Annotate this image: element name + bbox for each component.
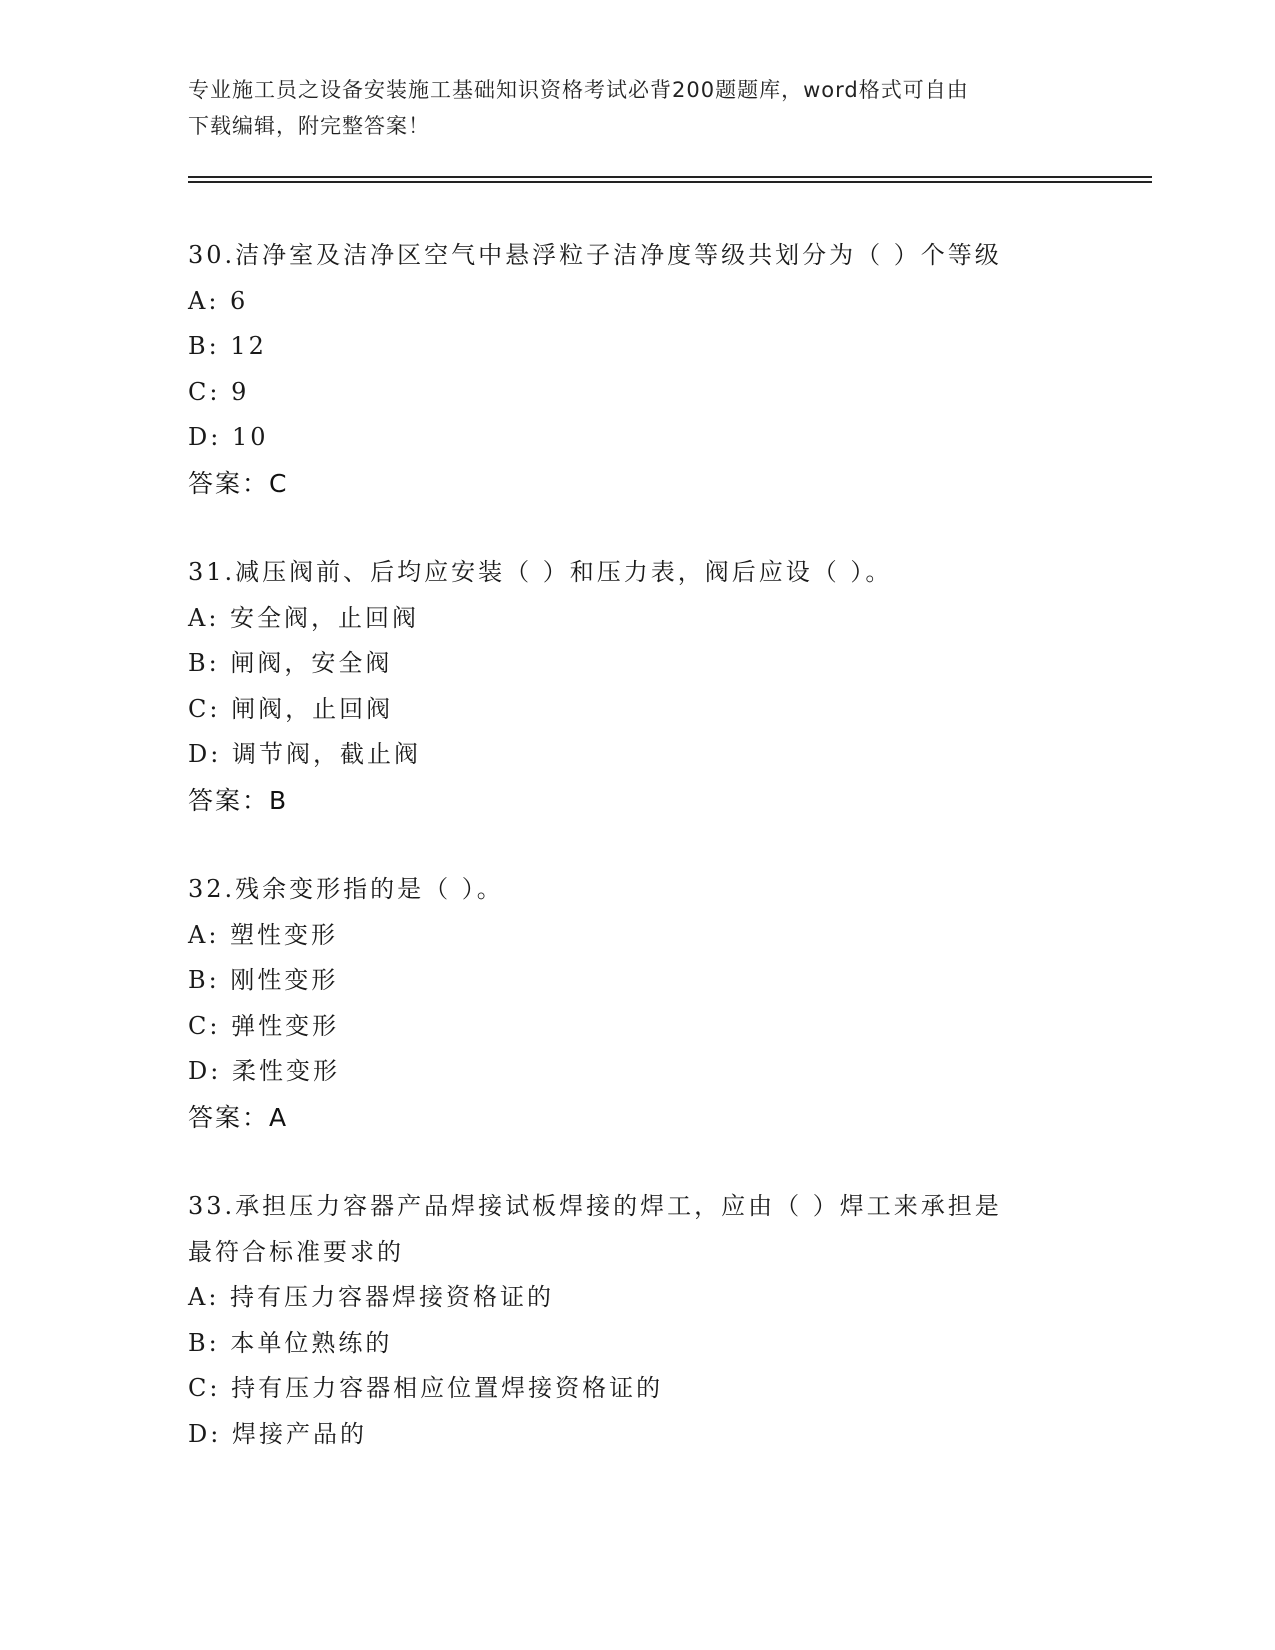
- option-d: D: 调节阀，截止阀: [188, 740, 421, 768]
- answer-label: 答案：C: [188, 468, 289, 498]
- option-c: C: 持有压力容器相应位置焊接资格证的: [188, 1374, 664, 1402]
- option-b: B: 刚性变形: [188, 966, 339, 994]
- option-d: D: 柔性变形: [188, 1057, 340, 1085]
- header-title-line2: 下载编辑，附完整答案！: [188, 114, 430, 138]
- question-30: [188, 233, 1088, 506]
- question-stem: 31.减压阀前、后均应安装（ ）和压力表，阀后应设（ ）。: [188, 558, 893, 586]
- question-stem: 32.残余变形指的是（ ）。: [188, 875, 504, 903]
- option-d: D: 10: [188, 423, 269, 451]
- option-c: C: 9: [188, 377, 250, 406]
- question-stem-line2: 最符合标准要求的: [188, 1237, 404, 1266]
- option-d: D: 焊接产品的: [188, 1419, 367, 1448]
- option-a: A: 塑性变形: [188, 920, 339, 949]
- question-31: [188, 550, 1088, 823]
- question-stem: 30.洁净室及洁净区空气中悬浮粒子洁净度等级共划分为（ ）个等级: [188, 241, 1002, 269]
- question-list: [188, 233, 1088, 1501]
- question-33: [188, 1184, 1088, 1457]
- question-stem-line1: 33.承担压力容器产品焊接试板焊接的焊工，应由（ ）焊工来承担是: [188, 1192, 1002, 1220]
- header-divider-bottom: [188, 181, 1152, 183]
- option-b: B: 闸阀，安全阀: [188, 649, 393, 677]
- option-b: B: 本单位熟练的: [188, 1328, 393, 1357]
- question-32: [188, 867, 1088, 1140]
- answer-label: 答案：B: [188, 785, 289, 815]
- option-a: A: 安全阀，止回阀: [188, 603, 420, 632]
- option-c: C: 弹性变形: [188, 1011, 340, 1040]
- option-a: A: 持有压力容器焊接资格证的: [188, 1283, 555, 1311]
- option-c: C: 闸阀，止回阀: [188, 694, 394, 723]
- answer-label: 答案：A: [188, 1102, 289, 1132]
- option-b: B: 12: [188, 332, 267, 360]
- option-a: A: 6: [188, 286, 249, 315]
- header-title-line1: 专业施工员之设备安装施工基础知识资格考试必背200题题库，word格式可自由: [188, 78, 969, 102]
- document-header: [188, 72, 1088, 144]
- header-divider-top: [188, 176, 1152, 178]
